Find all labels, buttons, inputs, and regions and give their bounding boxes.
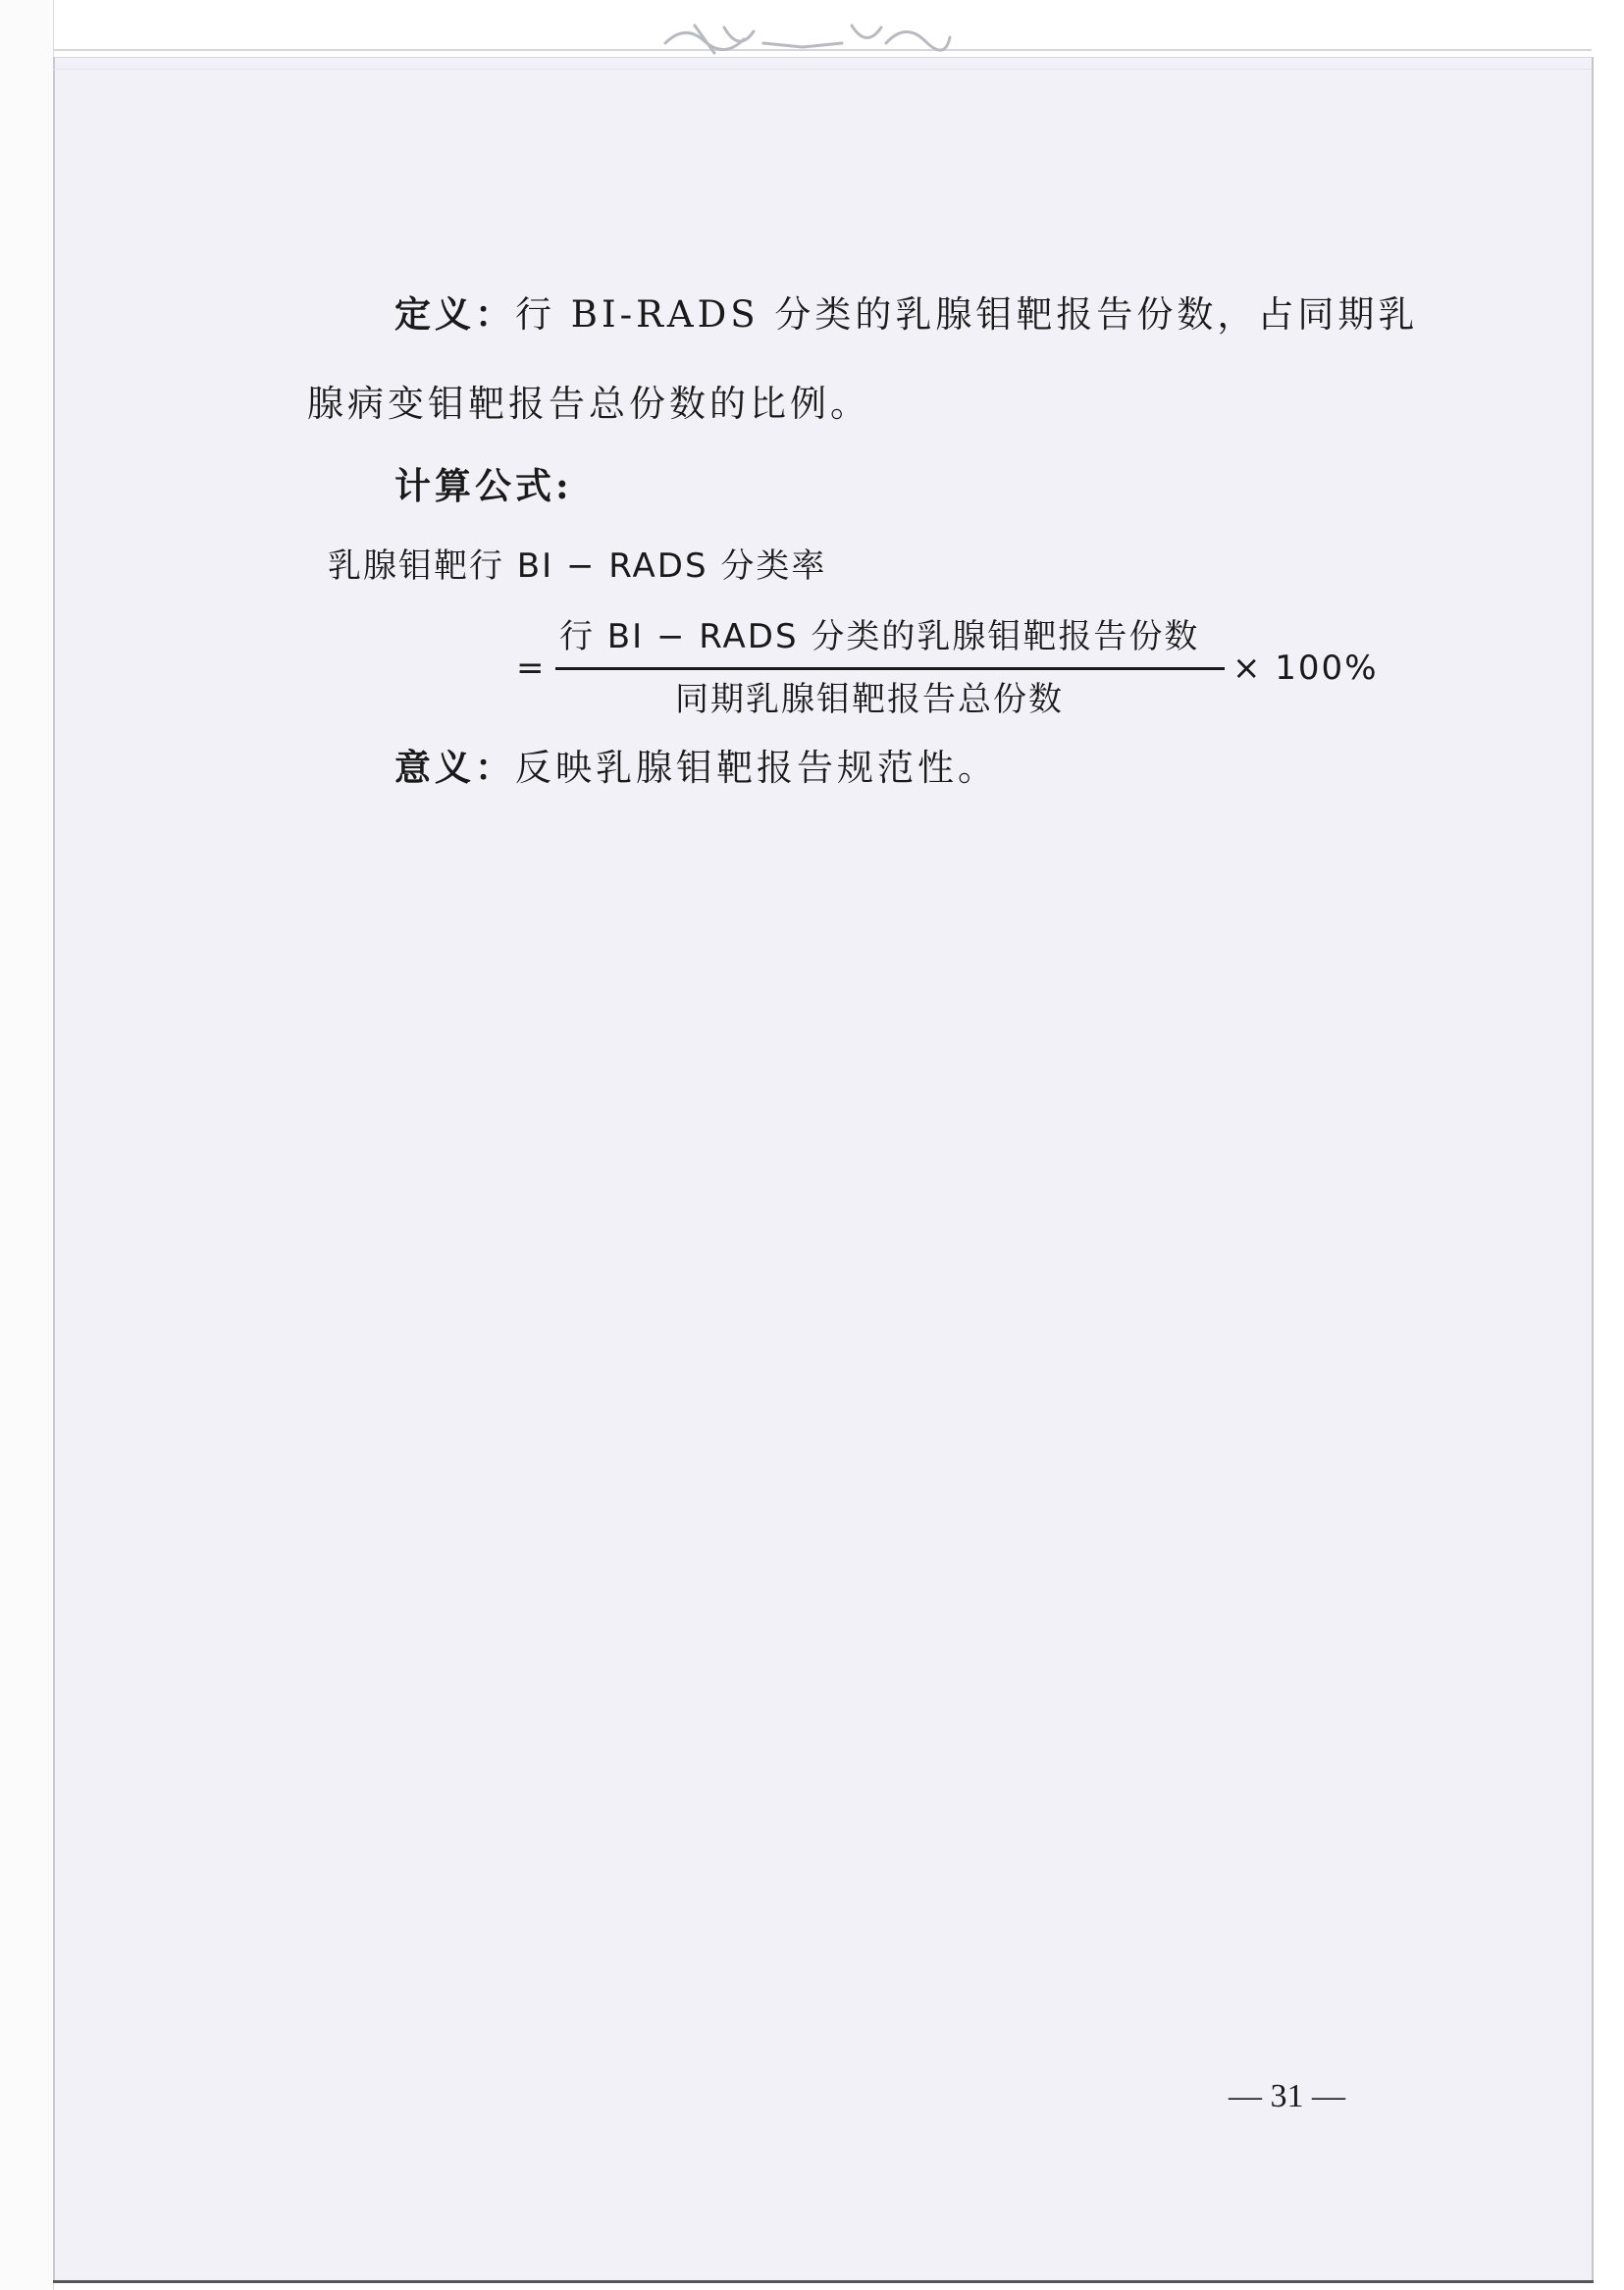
fraction-bar [555, 667, 1225, 670]
formula-multiplier: × 100% [1232, 649, 1379, 688]
faded-stamp-mark [655, 14, 960, 57]
formula-numerator: 行 BI − RADS 分类的乳腺钼靶报告份数 [559, 617, 1200, 656]
page-number: — 31 — [1229, 2078, 1345, 2114]
meaning-line [394, 746, 998, 789]
meaning-label: 意义： [394, 746, 515, 789]
formula-heading: 计算公式: [394, 464, 573, 507]
definition-line-1 [394, 292, 1419, 336]
definition-line-2: 腺病变钼靶报告总份数的比例。 [307, 383, 870, 425]
scan-top-line-secondary [53, 69, 1592, 70]
formula-denominator: 同期乳腺钼靶报告总份数 [675, 680, 1064, 719]
meaning-text: 反映乳腺钼靶报告规范性。 [515, 747, 998, 789]
scan-left-margin [0, 0, 54, 2290]
formula-equals: = [516, 649, 547, 688]
formula-lhs: 乳腺钼靶行 BI − RADS 分类率 [328, 546, 827, 586]
page-right-edge [1592, 57, 1594, 2282]
definition-label: 定义： [394, 292, 515, 336]
definition-text-line-1: 行 BI-RADS 分类的乳腺钼靶报告份数，占同期乳 [515, 293, 1419, 336]
page-bottom-edge [53, 2280, 1594, 2283]
